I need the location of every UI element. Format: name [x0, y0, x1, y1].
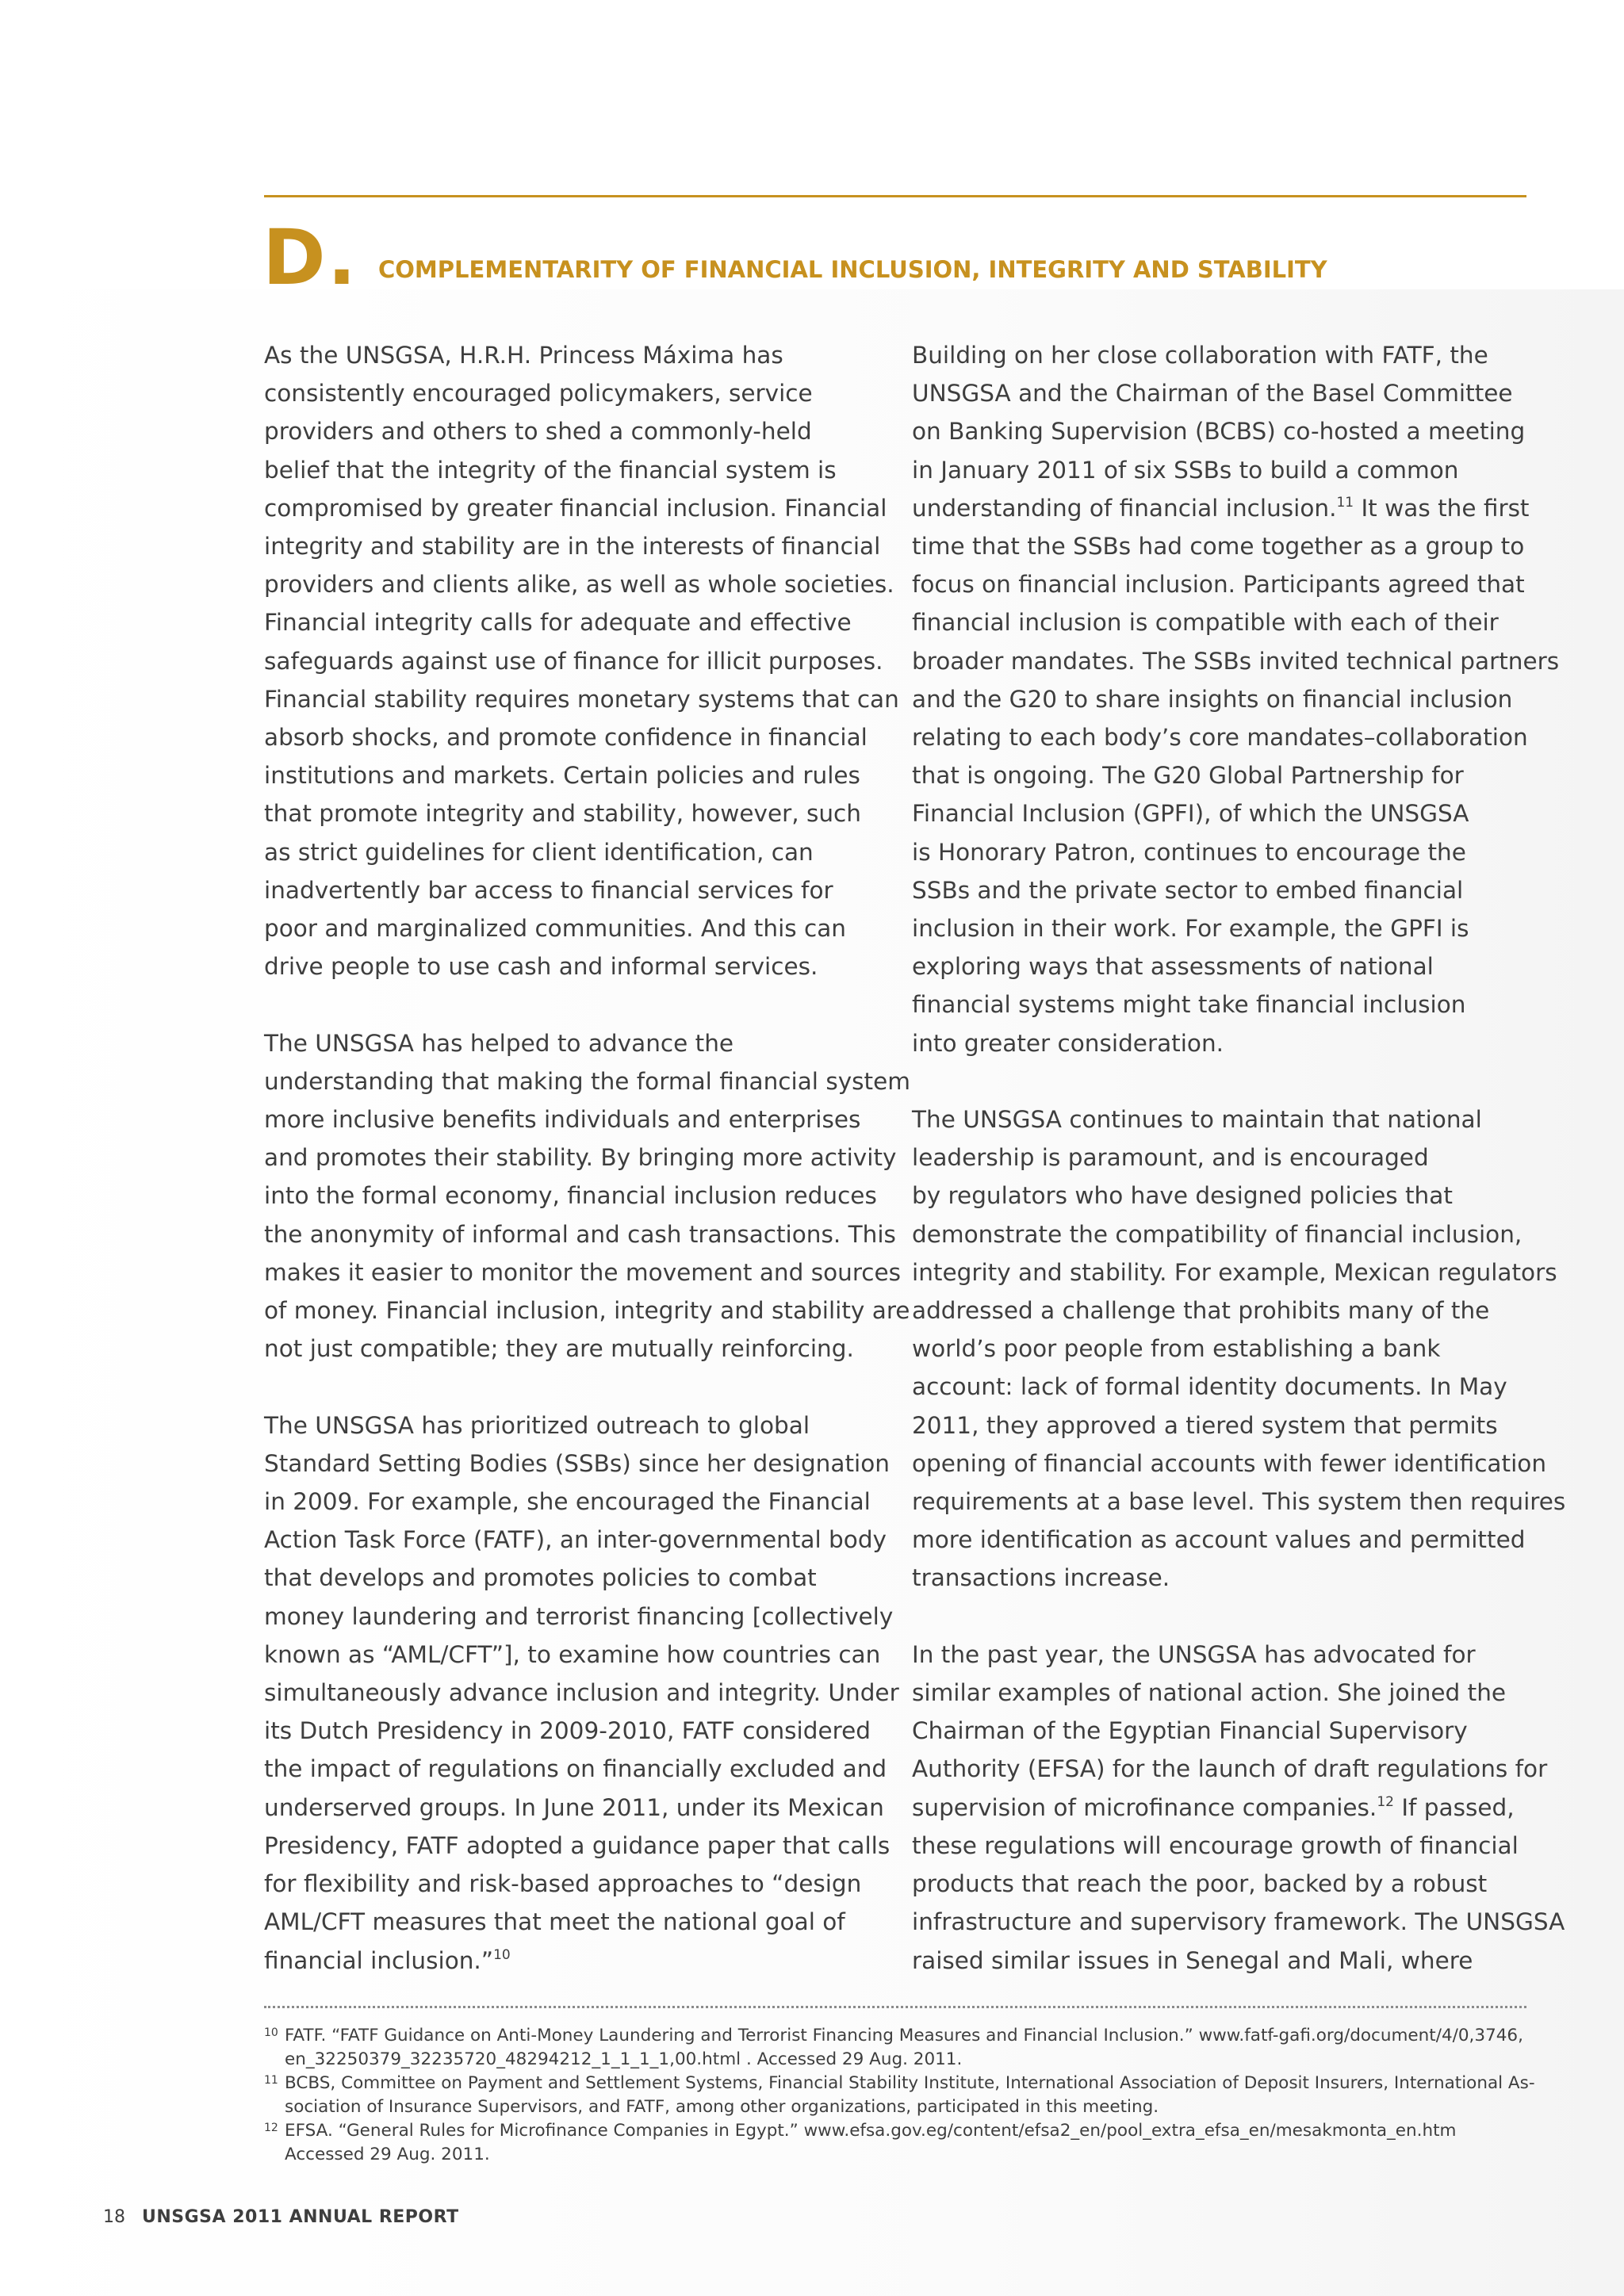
text-line: and promotes their stability. By bringing more activity	[264, 1144, 897, 1172]
text-line: The UNSGSA has helped to advance the	[264, 1029, 734, 1057]
footnote-12	[264, 2119, 1533, 2167]
left-paragraph-2	[264, 1024, 910, 1368]
text-line: makes it easier to monitor the movement and sources	[264, 1258, 902, 1286]
text-line: financial inclusion.”	[264, 1946, 494, 1974]
text-line: more inclusive benefits individuals and enterprises	[264, 1106, 861, 1134]
text-line: products that reach the poor, backed by a robust	[912, 1870, 1488, 1898]
text-line: of money. Financial inclusion, integrity and stability are	[264, 1297, 910, 1325]
text-line: infrastructure and supervisory framework. The UNSGSA	[912, 1908, 1565, 1936]
right-paragraph-2	[912, 1100, 1566, 1598]
section-top-rule	[264, 195, 1526, 197]
page-footer	[103, 2206, 459, 2229]
footnote-text: sociation of Insurance Supervisors, and FATF, among other organizations, participated in this meeting.	[285, 2097, 1159, 2117]
text-line: as strict guidelines for client identification, can	[264, 838, 814, 866]
text-line: exploring ways that assessments of national	[912, 953, 1434, 981]
text-line: into the formal economy, financial inclusion reduces	[264, 1182, 877, 1210]
text-line: drive people to use cash and informal services.	[264, 953, 818, 981]
section-letter: D.	[262, 213, 358, 302]
text-line: safeguards against use of finance for illicit purposes.	[264, 647, 883, 675]
right-paragraph-1-note-line	[912, 489, 1546, 527]
footnote-text: FATF. “FATF Guidance on Anti-Money Laundering and Terrorist Financing Measures and Financial Inclusion.” www.fatf-gafi.org/document/4/0,3746,	[285, 2026, 1523, 2045]
text-line: financial inclusion is compatible with each of their	[912, 609, 1499, 637]
right-paragraph-3	[912, 1636, 1565, 1980]
text-line: addressed a challenge that prohibits many of the	[912, 1297, 1490, 1325]
text-line: account: lack of formal identity documents. In May	[912, 1373, 1507, 1401]
text-line: is Honorary Patron, continues to encourage the	[912, 838, 1466, 866]
text-line: money laundering and terrorist financing [collectively	[264, 1602, 894, 1630]
note-line-text: understanding of financial inclusion.	[912, 494, 1337, 522]
text-line: on Banking Supervision (BCBS) co-hosted a meeting	[912, 418, 1526, 446]
text-line: into greater consideration.	[912, 1029, 1224, 1057]
footnote-11	[264, 2072, 1533, 2119]
text-line: Financial integrity calls for adequate and effective	[264, 609, 852, 637]
footnote-text: en_32250379_32235720_48294212_1_1_1_1,00.html . Accessed 29 Aug. 2011.	[285, 2049, 963, 2069]
text-line: financial systems might take financial inclusion	[912, 991, 1466, 1019]
footnote-number: 11	[264, 2074, 278, 2087]
text-line: absorb shocks, and promote confidence in financial	[264, 724, 868, 752]
text-line: integrity and stability are in the interests of financial	[264, 533, 881, 561]
footnote-text: BCBS, Committee on Payment and Settlement Systems, Financial Stability Institute, International Association of Deposit Insurers, International As-	[285, 2073, 1535, 2093]
footnotes	[264, 2024, 1533, 2167]
text-line: The UNSGSA has prioritized outreach to global	[264, 1411, 810, 1439]
right-column	[912, 336, 1566, 2018]
text-line: focus on financial inclusion. Participants agreed that	[912, 571, 1525, 599]
note-line-text-after: If passed,	[1393, 1793, 1515, 1821]
text-line: understanding that making the formal financial system	[264, 1067, 910, 1095]
text-line: consistently encouraged policymakers, service	[264, 380, 813, 408]
text-line: requirements at a base level. This system then requires	[912, 1488, 1566, 1516]
right-paragraph-3-note-line	[912, 1789, 1546, 1827]
left-paragraph-3	[264, 1406, 898, 1980]
text-line: providers and clients alike, as well as whole societies.	[264, 571, 894, 599]
text-line: known as “AML/CFT”], to examine how countries can	[264, 1640, 881, 1668]
text-line: for flexibility and risk-based approaches to “design	[264, 1870, 862, 1898]
text-line: in 2009. For example, she encouraged the Financial	[264, 1488, 871, 1516]
text-line: the anonymity of informal and cash transactions. This	[264, 1220, 896, 1248]
text-line: world’s poor people from establishing a bank	[912, 1335, 1441, 1363]
text-line: that is ongoing. The G20 Global Partnership for	[912, 762, 1464, 790]
text-line: 2011, they approved a tiered system that permits	[912, 1411, 1498, 1439]
footnote-divider	[264, 2006, 1526, 2008]
footnote-ref-11: 11	[1336, 494, 1354, 511]
text-line: Financial stability requires monetary systems that can	[264, 685, 899, 713]
right-paragraph-3-lines-a	[912, 1636, 1546, 1789]
text-line: Financial Inclusion (GPFI), of which the UNSGSA	[912, 800, 1469, 828]
text-line: that promote integrity and stability, however, such	[264, 800, 861, 828]
text-line: its Dutch Presidency in 2009-2010, FATF considered	[264, 1717, 871, 1745]
text-line: inclusion in their work. For example, the GPFI is	[912, 915, 1469, 943]
text-line: Presidency, FATF adopted a guidance paper that calls	[264, 1831, 891, 1859]
text-line: inadvertently bar access to financial services for	[264, 876, 833, 904]
text-line: broader mandates. The SSBs invited technical partners	[912, 647, 1560, 675]
footnote-number: 10	[264, 2026, 278, 2039]
text-line: In the past year, the UNSGSA has advocated for	[912, 1640, 1476, 1668]
right-paragraph-1	[912, 336, 1560, 1062]
text-line: these regulations will encourage growth of financial	[912, 1831, 1519, 1859]
footnote-text: EFSA. “General Rules for Microfinance Companies in Egypt.” www.efsa.gov.eg/content/efsa2_en/pool_extra_efsa_en/mesakmonta_en.htm	[285, 2121, 1457, 2141]
footnote-text: Accessed 29 Aug. 2011.	[285, 2145, 490, 2164]
text-line: compromised by greater financial inclusion. Financial	[264, 494, 887, 522]
right-paragraph-3-lines-b	[912, 1827, 1565, 1980]
text-line: AML/CFT measures that meet the national goal of	[264, 1908, 845, 1936]
right-paragraph-1-lines-b	[912, 527, 1560, 1062]
text-line: not just compatible; they are mutually reinforcing.	[264, 1335, 854, 1363]
text-line: integrity and stability. For example, Mexican regulators	[912, 1258, 1557, 1286]
text-line: SSBs and the private sector to embed financial	[912, 876, 1464, 904]
text-line: simultaneously advance inclusion and integrity. Under	[264, 1679, 899, 1707]
text-line: more identification as account values and permitted	[912, 1526, 1526, 1554]
text-line: belief that the integrity of the financial system is	[264, 456, 837, 484]
text-line: institutions and markets. Certain policies and rules	[264, 762, 860, 790]
report-title: UNSGSA 2011 ANNUAL REPORT	[142, 2207, 459, 2227]
text-line: Action Task Force (FATF), an inter-governmental body	[264, 1526, 887, 1554]
note-line-text-after: It was the first	[1354, 494, 1530, 522]
text-line: in January 2011 of six SSBs to build a common	[912, 456, 1459, 484]
text-line: Chairman of the Egyptian Financial Supervisory	[912, 1717, 1468, 1745]
text-line: time that the SSBs had come together as a group to	[912, 533, 1525, 561]
note-line-text: supervision of microfinance companies.	[912, 1793, 1377, 1821]
text-line: Building on her close collaboration with FATF, the	[912, 342, 1488, 369]
page-number: 18	[103, 2207, 125, 2227]
left-paragraph-1	[264, 336, 898, 985]
text-line: similar examples of national action. She joined the	[912, 1679, 1507, 1707]
footnote-ref-10: 10	[493, 1946, 511, 1963]
section-title: COMPLEMENTARITY OF FINANCIAL INCLUSION, INTEGRITY AND STABILITY	[378, 256, 1327, 283]
text-line: underserved groups. In June 2011, under its Mexican	[264, 1793, 884, 1821]
text-line: that develops and promotes policies to combat	[264, 1564, 817, 1592]
footnote-number: 12	[264, 2122, 278, 2134]
text-line: leadership is paramount, and is encouraged	[912, 1144, 1429, 1172]
text-line: As the UNSGSA, H.R.H. Princess Máxima has	[264, 342, 783, 369]
text-line: raised similar issues in Senegal and Mali, where	[912, 1946, 1473, 1974]
right-paragraph-1-lines-a	[912, 336, 1546, 489]
text-line: Authority (EFSA) for the launch of draft regulations for	[912, 1755, 1548, 1783]
text-line: and the G20 to share insights on financial inclusion	[912, 685, 1513, 713]
text-line: The UNSGSA continues to maintain that national	[912, 1106, 1482, 1134]
text-line: Standard Setting Bodies (SSBs) since her designation	[264, 1449, 890, 1477]
text-line: demonstrate the compatibility of financial inclusion,	[912, 1220, 1522, 1248]
footnote-ref-12: 12	[1377, 1793, 1394, 1810]
left-column	[264, 336, 910, 2018]
text-line: transactions increase.	[912, 1564, 1170, 1592]
text-line: the impact of regulations on financially excluded and	[264, 1755, 887, 1783]
text-line: UNSGSA and the Chairman of the Basel Committee	[912, 380, 1513, 408]
left-paragraph-3-lines	[264, 1406, 898, 1974]
footnote-10	[264, 2024, 1533, 2072]
text-line: poor and marginalized communities. And this can	[264, 915, 846, 943]
text-line: relating to each body’s core mandates–collaboration	[912, 724, 1528, 752]
text-line: opening of financial accounts with fewer identification	[912, 1449, 1547, 1477]
text-line: by regulators who have designed policies that	[912, 1182, 1453, 1210]
text-line: providers and others to shed a commonly-held	[264, 418, 812, 446]
